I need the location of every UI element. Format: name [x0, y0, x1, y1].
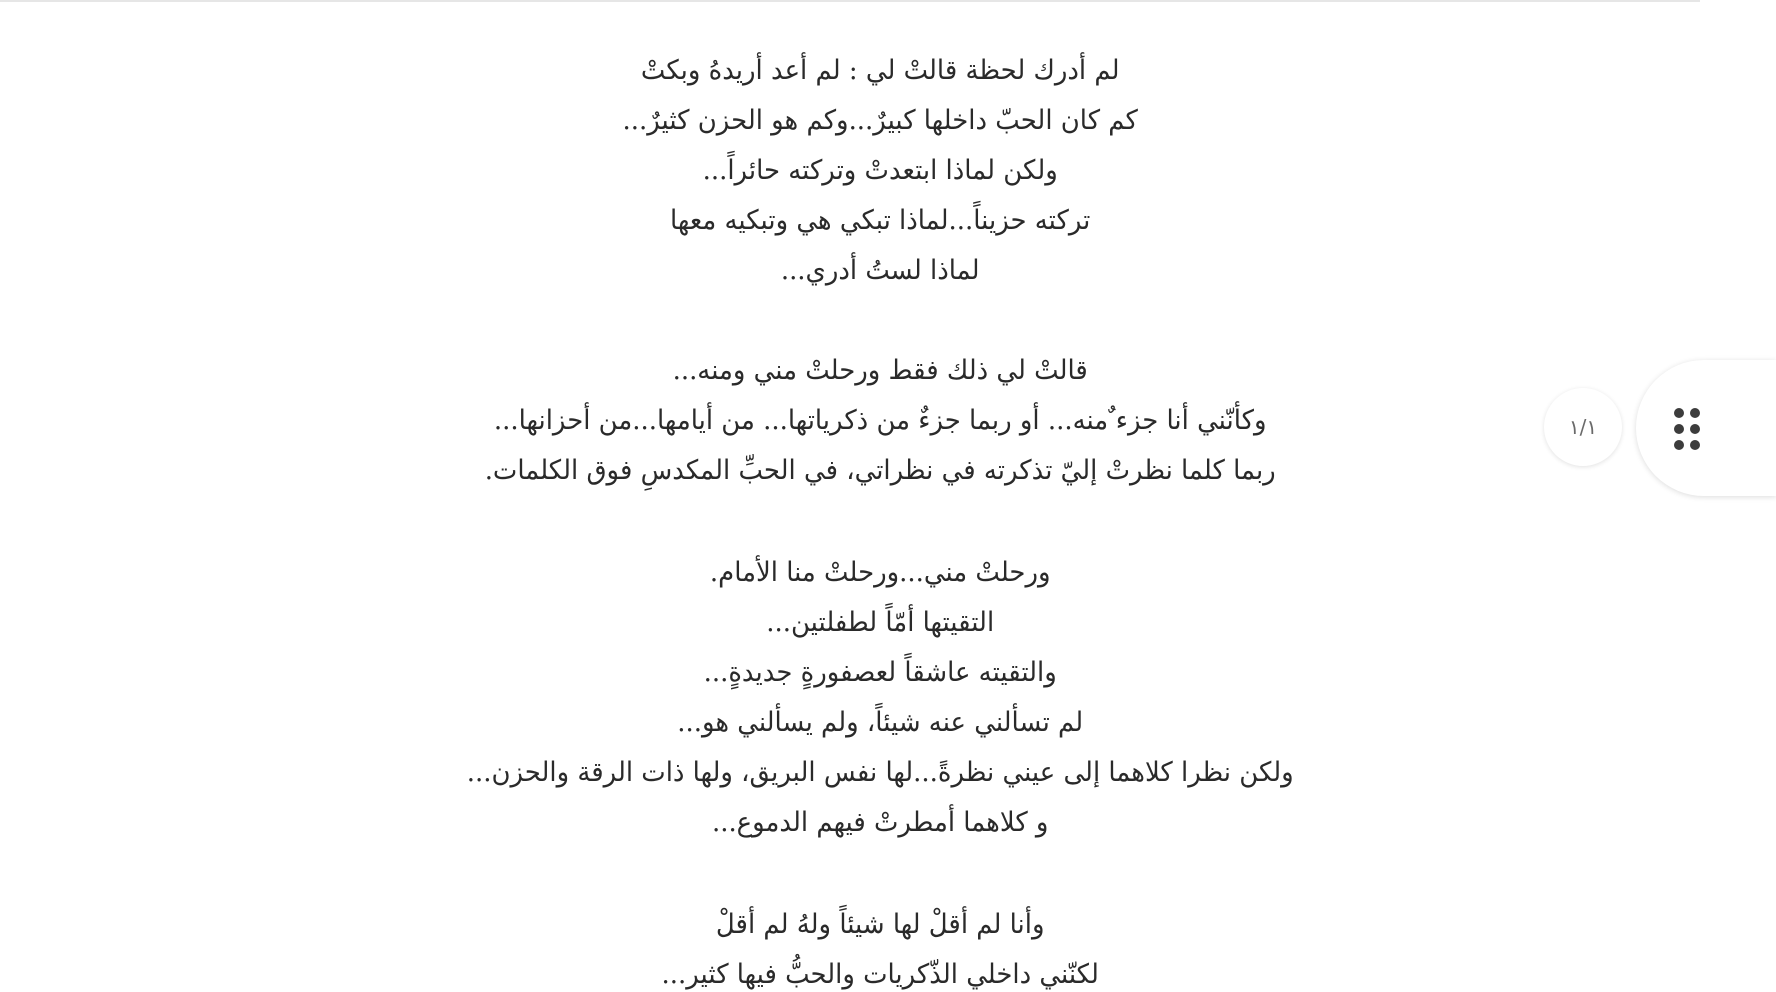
poem-line: وأنا لم أقلْ لها شيئاً ولهُ لم أقلْ	[715, 909, 1045, 940]
poem-line: قالتْ لي ذلك فقط ورحلتْ مني ومنه...	[672, 355, 1088, 386]
poem-line: وكأنّني أنا جزء ٌمنه... أو ربما جزءٌ من ذكرياتها... من أيامها...من أحزانها...	[493, 405, 1267, 436]
poem-line: ورحلتْ مني...ورحلتْ منا الأمام.	[709, 557, 1051, 588]
grid-dots-icon	[1674, 408, 1700, 450]
poem-line: كم كان الحبّ داخلها كبيرٌ...وكم هو الحزن كثيرٌ...	[622, 105, 1138, 136]
poem-line: ولكن لماذا ابتعدتْ وتركته حائراً...	[702, 155, 1058, 186]
page-indicator: ١/١	[1544, 388, 1622, 466]
poem-line: والتقيته عاشقاً لعصفورةٍ جديدةٍ...	[703, 657, 1057, 688]
poem-line: لم أدرك لحظة قالتْ لي : لم أعد أريدهُ وبكتْ	[640, 55, 1120, 86]
poem-line: لكنّني داخلي الذّكريات والحبُّ فيها كثير...	[661, 959, 1099, 990]
grid-menu-button[interactable]	[1636, 360, 1776, 496]
poem-line: تركته حزيناً...لماذا تبكي هي وتبكيه معها	[670, 205, 1091, 236]
poem-line: التقيتها أمّاً لطفلتين...	[766, 607, 995, 638]
poem-line: ولكن نظرا كلاهما إلى عيني نظرةً...لها نفس البريق، ولها ذات الرقة والحزن...	[466, 757, 1294, 788]
poem-line: لم تسألني عنه شيئاً، ولم يسألني هو...	[677, 707, 1084, 738]
poem-line: لماذا لستُ أدري...	[780, 255, 980, 286]
poem-line: ربما كلما نظرتْ إليّ تذكرته في نظراتي، في الحبِّ المكدسِ فوق الكلمات.	[484, 455, 1276, 486]
poem-line: و كلاهما أمطرتْ فيهم الدموع...	[711, 807, 1049, 838]
